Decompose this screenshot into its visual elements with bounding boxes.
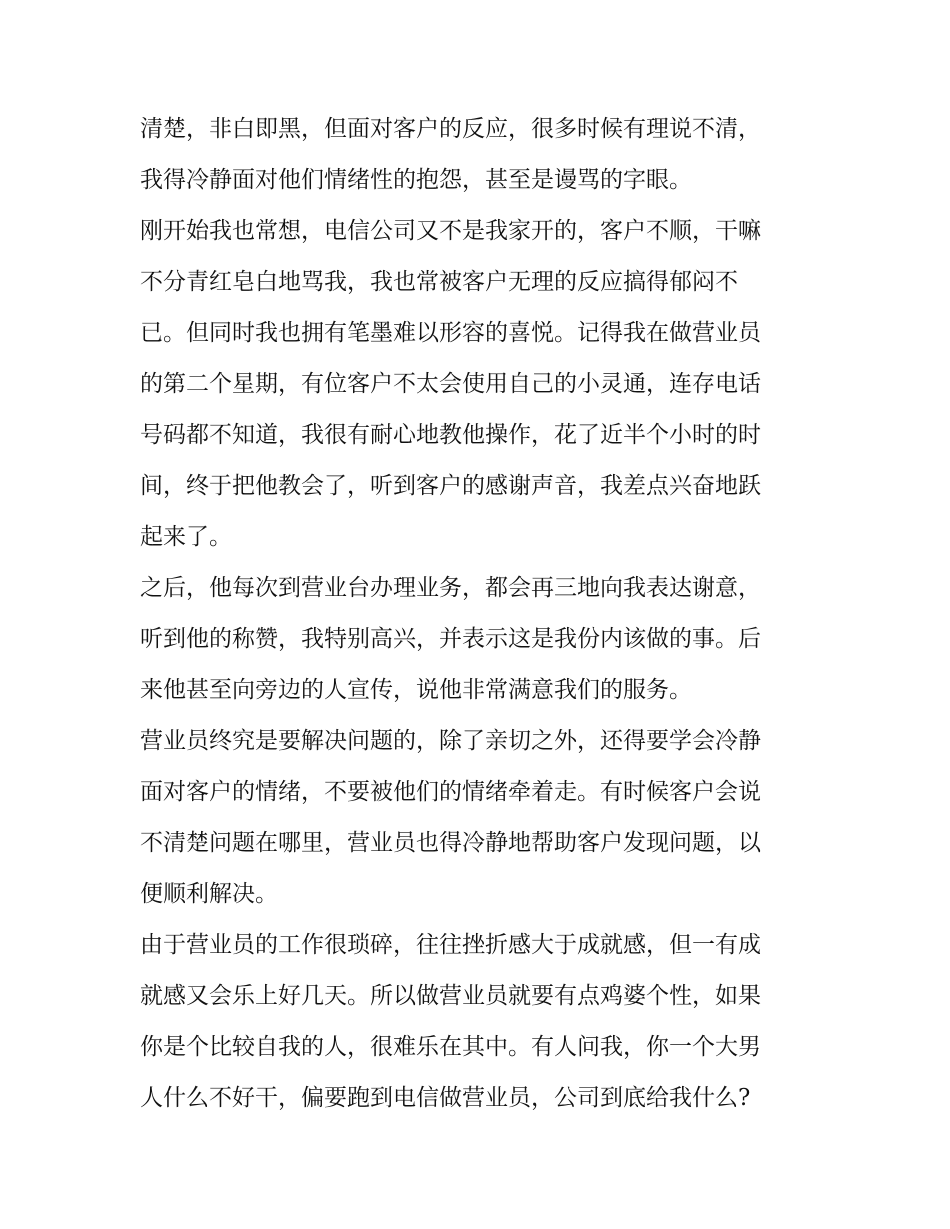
text-line: 刚开始我也常想，电信公司又不是我家开的，客户不顺，干嘛 [140,218,761,244]
text-line: 来他甚至向旁边的人宣传，说他非常满意我们的服务。 [140,677,692,703]
text-line: 你是个比较自我的人，很难乐在其中。有人问我，你一个大男 [140,1034,761,1060]
text-line: 不清楚问题在哪里，营业员也得冷静地帮助客户发现问题，以 [140,830,761,856]
text-line: 面对客户的情绪，不要被他们的情绪牵着走。有时候客户会说 [140,779,761,805]
text-line: 起来了。 [140,524,232,550]
text-line: 我得冷静面对他们情绪性的抱怨，甚至是谩骂的字眼。 [140,167,692,193]
text-line: 听到他的称赞，我特别高兴，并表示这是我份内该做的事。后 [140,626,761,652]
text-line: 号码都不知道，我很有耐心地教他操作，花了近半个小时的时 [140,422,761,448]
text-line: 之后，他每次到营业台办理业务，都会再三地向我表达谢意， [140,575,761,601]
text-line: 由于营业员的工作很琐碎，往往挫折感大于成就感，但一有成 [140,932,761,958]
text-line: 已。但同时我也拥有笔墨难以形容的喜悦。记得我在做营业员 [140,320,761,346]
text-line: 人什么不好干，偏要跑到电信做营业员，公司到底给我什么? [140,1085,751,1111]
text-line: 清楚，非白即黑，但面对客户的反应，很多时候有理说不清， [140,116,761,142]
text-line: 的第二个星期，有位客户不太会使用自己的小灵通，连存电话 [140,371,761,397]
text-line: 便顺利解决。 [140,881,278,907]
text-line: 就感又会乐上好几天。所以做营业员就要有点鸡婆个性，如果 [140,983,761,1009]
text-line: 不分青红皂白地骂我，我也常被客户无理的反应搞得郁闷不 [140,269,738,295]
text-line: 间，终于把他教会了，听到客户的感谢声音，我差点兴奋地跃 [140,473,761,499]
body-text [140,104,820,1124]
text-line: 营业员终究是要解决问题的，除了亲切之外，还得要学会冷静 [140,728,761,754]
